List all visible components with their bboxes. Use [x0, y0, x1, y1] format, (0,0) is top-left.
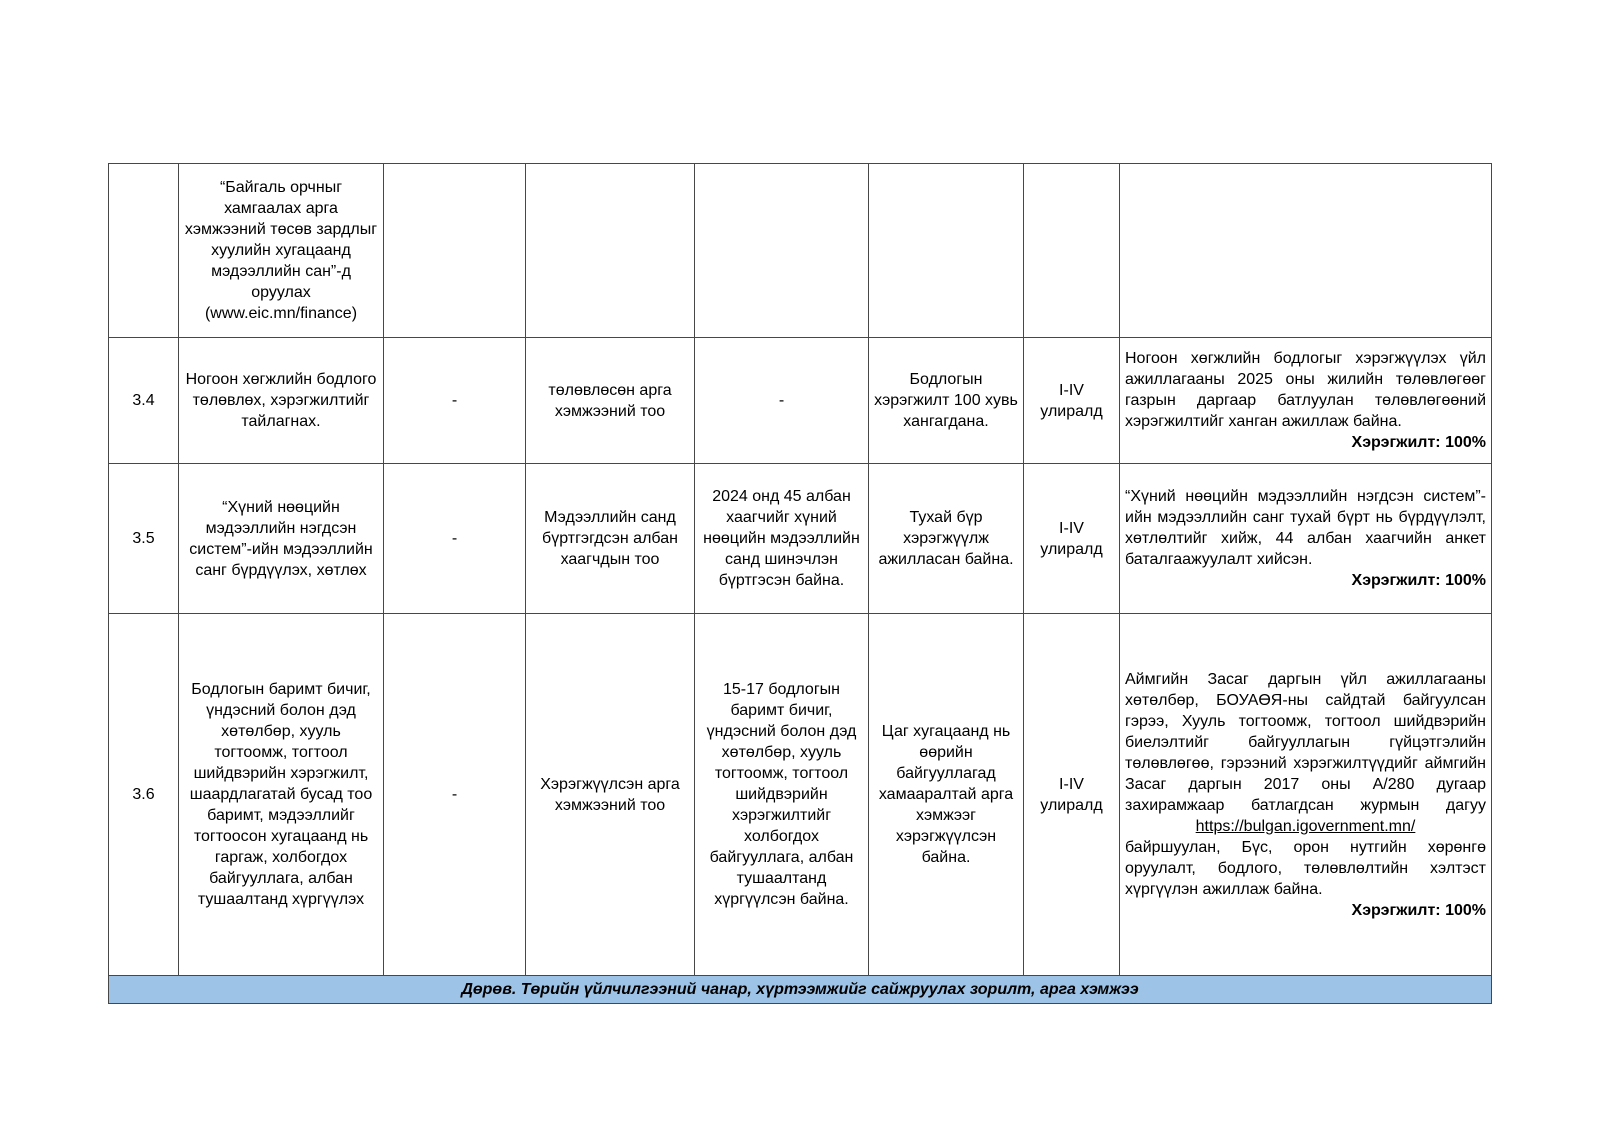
quarter-cell: I-IV улиралд [1024, 614, 1120, 976]
target-cell: - [695, 338, 869, 464]
row-number [109, 164, 179, 338]
indicator-cell: Хэрэгжүүлсэн арга хэмжээний тоо [526, 614, 695, 976]
implementation-result: Хэрэгжилт: 100% [1351, 434, 1486, 451]
target-cell [695, 164, 869, 338]
indicator-cell: Мэдээллийн санд бүртгэгдсэн албан хаагчдын тоо [526, 464, 695, 614]
quarter-cell: I-IV улиралд [1024, 338, 1120, 464]
indicator-cell: төлөвлөсөн арга хэмжээний тоо [526, 338, 695, 464]
implementation-text: Аймгийн Засаг даргын үйл ажиллагааны хөтөлбөр, БОУАӨЯ-ны сайдтай байгуулсан гэрээ, Хууль тогтоомж, тогтоол шийдвэрийн биелэлтийг байгууллагын гүйцэтгэлийн төлөвлөгөө, гэрээний хэрэгжилтүүдийг аймгийн Засаг даргын 2017 оны А/280 дугаар захирамжаар батлагдсан журмын дагуу [1125, 670, 1486, 814]
bulgan-igovernment-link[interactable]: https://bulgan.igovernment.mn/ [1195, 817, 1416, 835]
target-cell: 2024 онд 45 албан хаагчийг хүний нөөцийн мэдээллийн санд шинэчлэн бүртгэсэн байна. [695, 464, 869, 614]
implementation-cell [1120, 338, 1492, 464]
funding-cell [384, 164, 526, 338]
funding-cell: - [384, 464, 526, 614]
criteria-cell: Цаг хугацаанд нь өөрийн байгууллагад хамааралтай арга хэмжээг хэрэгжүүлсэн байна. [869, 614, 1024, 976]
implementation-cell [1120, 614, 1492, 976]
implementation-text-continued: байршуулан, Бүс, орон нутгийн хөрөнгө оруулалт, бодлого, төлөвлөлтийн хэлтэст хүргүүлэн ажиллаж байна. [1125, 838, 1486, 898]
implementation-result: Хэрэгжилт: 100% [1351, 572, 1486, 589]
implementation-text: Ногоон хөгжлийн бодлогыг хэрэгжүүлэх үйл ажиллагааны 2025 оны жилийн төлөвлөгөөг газрын даргаар батлуулан төлөвлөгөөний хэрэгжилтийг ханган ажиллаж байна. [1125, 350, 1486, 430]
work-plan-table [108, 163, 1492, 1004]
table-row-3-6 [109, 614, 1492, 976]
table-row-3-5 [109, 464, 1492, 614]
task-text: Ногоон хөгжлийн бодлого төлөвлөх, хэрэгжилтийг тайлагнах. [179, 338, 384, 464]
implementation-cell [1120, 464, 1492, 614]
criteria-cell [869, 164, 1024, 338]
task-text: Бодлогын баримт бичиг, үндэсний болон дэд хөтөлбөр, хууль тогтоомж, тогтоол шийдвэрийн хэрэгжилт, шаардлагатай бусад тоо баримт, мэдээллийг тогтоосон хугацаанд нь гаргаж, холбогдох байгууллага, албан тушаалтанд хүргүүлэх [179, 614, 384, 976]
target-cell: 15-17 бодлогын баримт бичиг, үндэсний болон дэд хөтөлбөр, хууль тогтоомж, тогтоол шийдвэрийн хэрэгжилтийг холбогдох байгууллага, албан тушаалтанд хүргүүлсэн байна. [695, 614, 869, 976]
criteria-cell: Бодлогын хэрэгжилт 100 хувь хангагдана. [869, 338, 1024, 464]
table-row-3-4 [109, 338, 1492, 464]
row-number: 3.5 [109, 464, 179, 614]
quarter-cell [1024, 164, 1120, 338]
table-row-section-four [109, 976, 1492, 1004]
indicator-cell [526, 164, 695, 338]
funding-cell: - [384, 338, 526, 464]
row-number: 3.6 [109, 614, 179, 976]
implementation-text: “Хүний нөөцийн мэдээллийн нэгдсэн систем”-ийн мэдээллийн санг тухай бүрт нь бүрдүүлэлт, хөтлөлтийг хийж, 44 албан хаагчийн анкет баталгаажуулалт хийсэн. [1125, 488, 1486, 568]
quarter-cell: I-IV улиралд [1024, 464, 1120, 614]
funding-cell: - [384, 614, 526, 976]
section-four-header: Дөрөв. Төрийн үйлчилгээний чанар, хүртээмжийг сайжруулах зорилт, арга хэмжээ [109, 976, 1492, 1004]
task-text: “Хүний нөөцийн мэдээллийн нэгдсэн систем”-ийн мэдээллийн санг бүрдүүлэх, хөтлөх [179, 464, 384, 614]
row-number: 3.4 [109, 338, 179, 464]
task-text: “Байгаль орчныг хамгаалах арга хэмжээний төсөв зардлыг хуулийн хугацаанд мэдээллийн сан”-д оруулах (www.eic.mn/finance) [179, 164, 384, 338]
table-row-overflow [109, 164, 1492, 338]
implementation-cell [1120, 164, 1492, 338]
criteria-cell: Тухай бүр хэрэгжүүлж ажилласан байна. [869, 464, 1024, 614]
implementation-result: Хэрэгжилт: 100% [1351, 901, 1486, 919]
